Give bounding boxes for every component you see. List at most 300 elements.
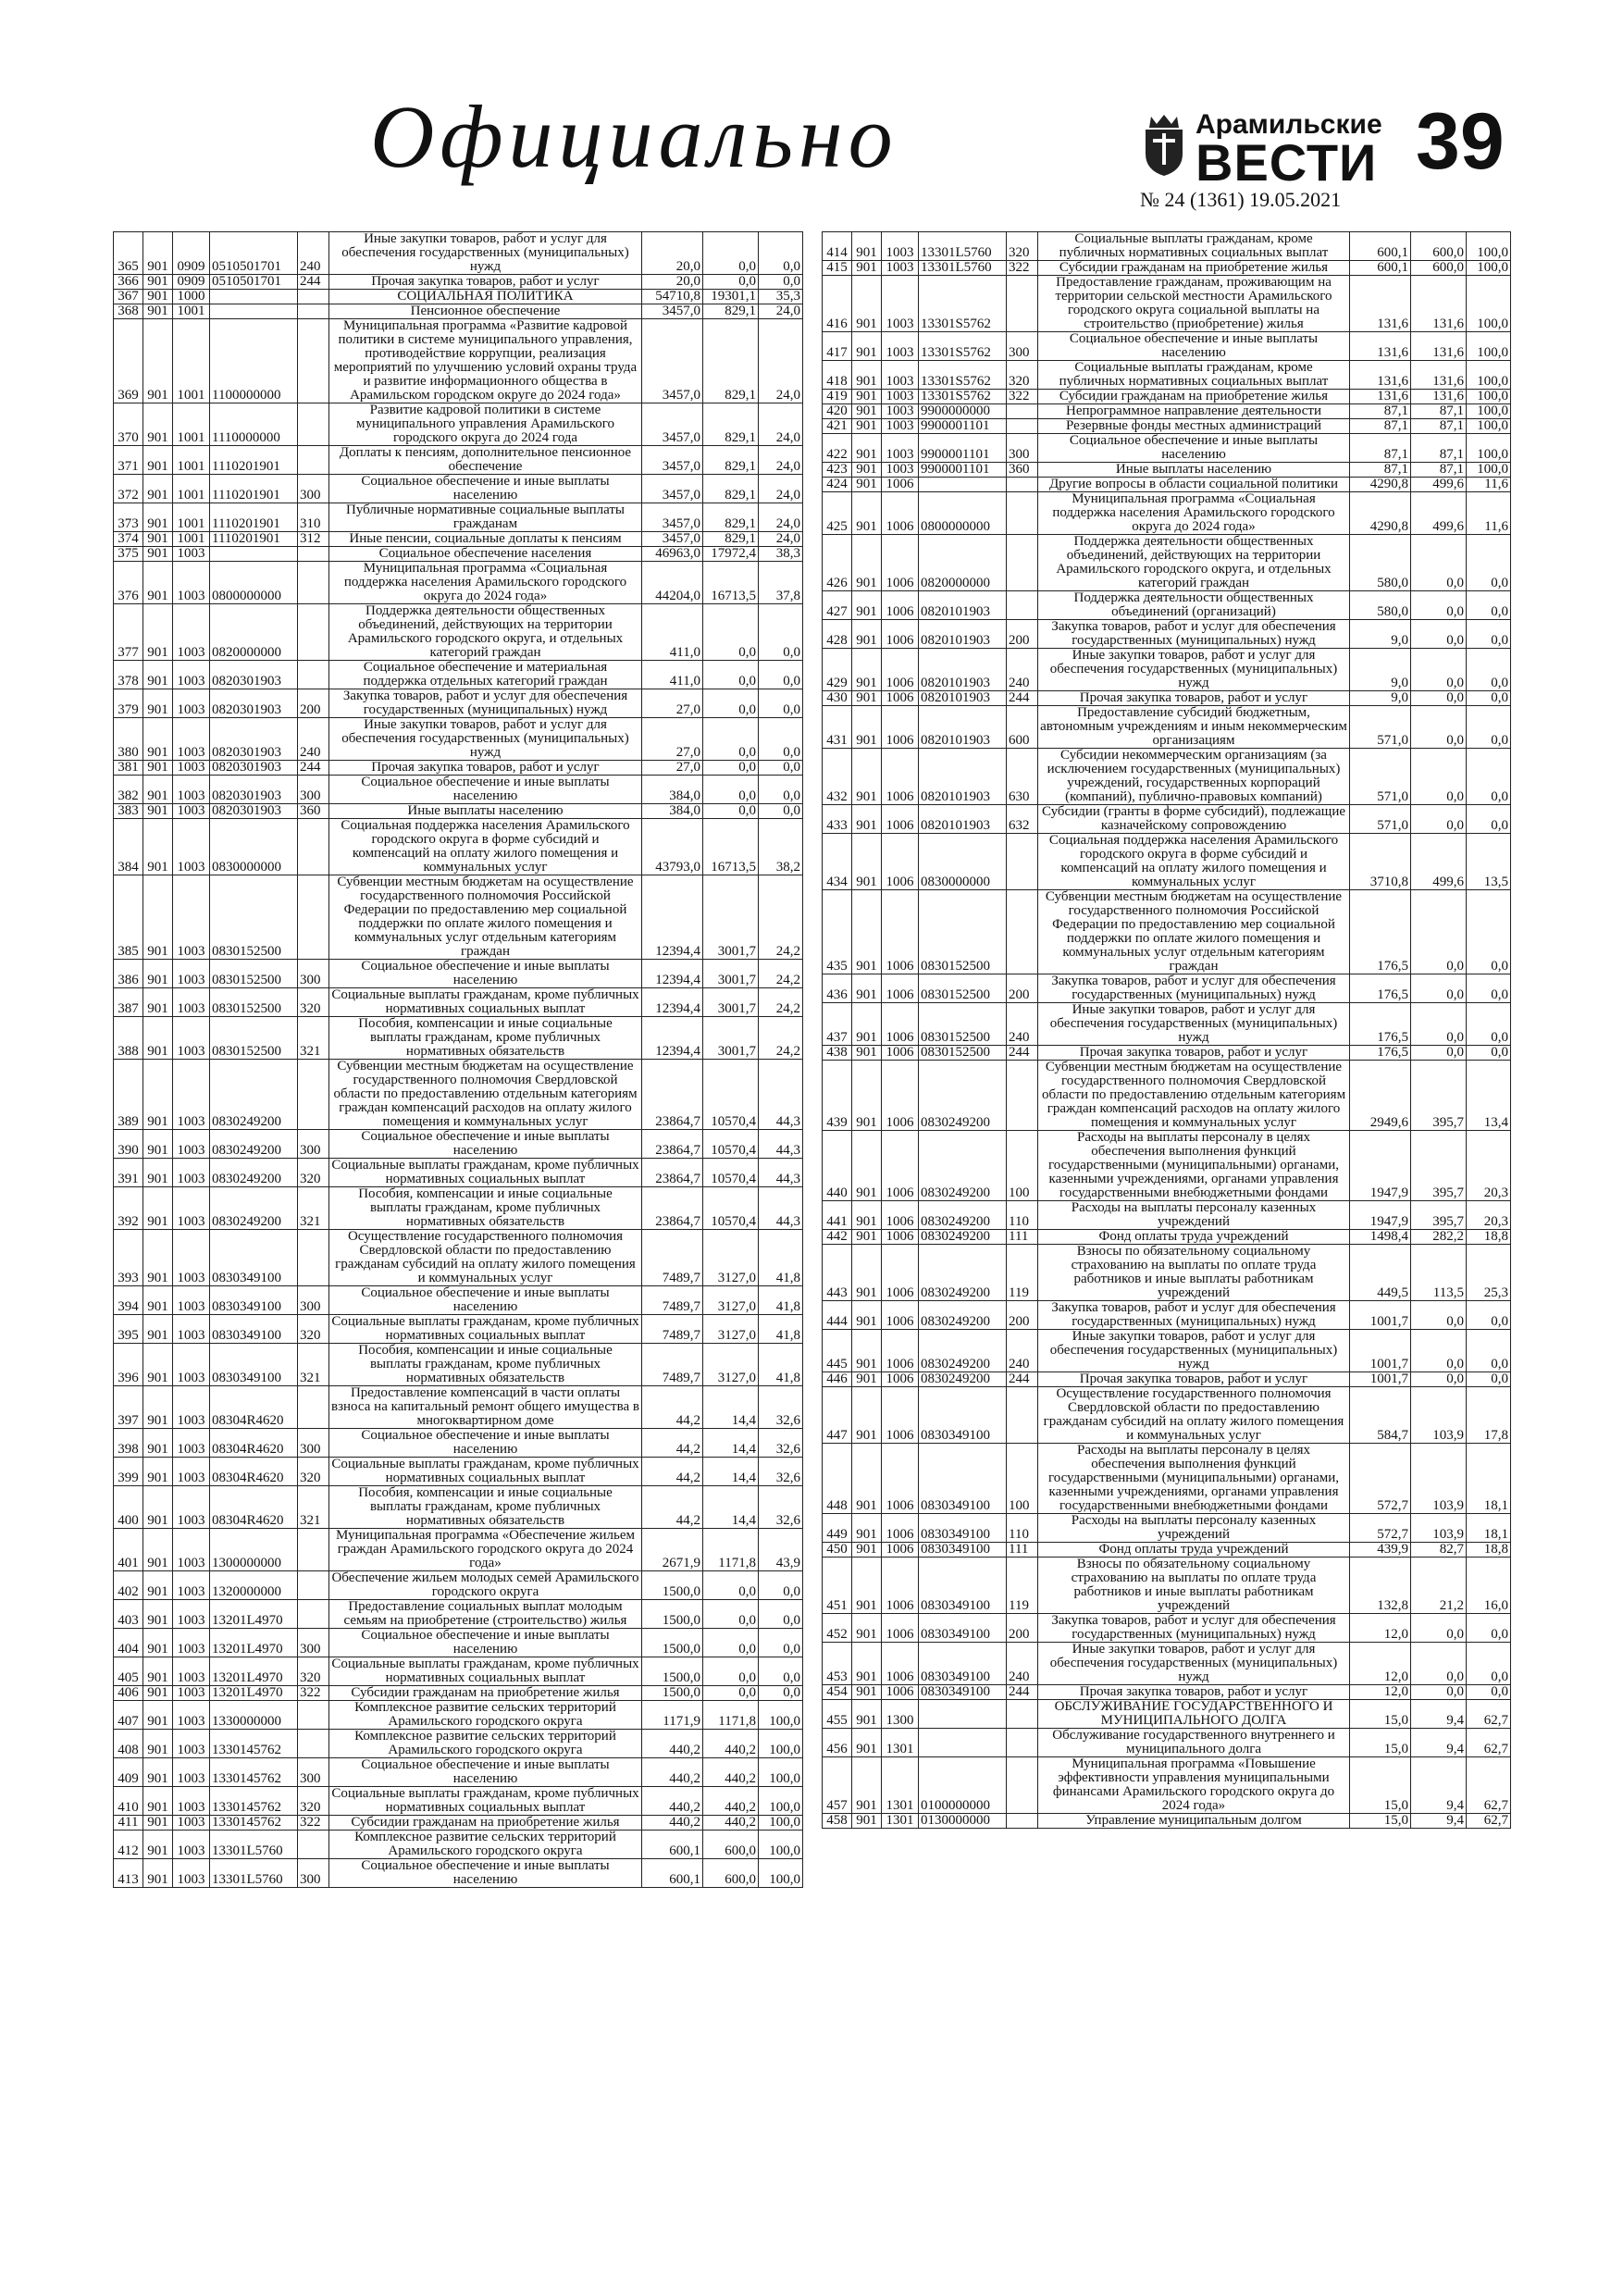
section-code: 1006 (882, 691, 919, 706)
executed-amount: 0,0 (1411, 1301, 1467, 1330)
planned-amount: 411,0 (642, 661, 703, 689)
percent-executed: 24,0 (759, 475, 803, 503)
row-number: 427 (823, 591, 852, 620)
percent-executed: 18,8 (1467, 1543, 1511, 1558)
row-number: 425 (823, 492, 852, 535)
admin-code: 901 (852, 1729, 882, 1757)
section-code: 1003 (173, 1187, 210, 1230)
executed-amount: 16713,5 (703, 562, 759, 604)
section-code: 1001 (173, 503, 210, 532)
target-code: 0830249200 (919, 1301, 1007, 1330)
table-row (114, 319, 803, 403)
expense-type: 360 (1007, 463, 1038, 478)
planned-amount: 1001,7 (1350, 1301, 1411, 1330)
target-code: 0830349100 (919, 1685, 1007, 1700)
expense-type (298, 1831, 329, 1859)
executed-amount: 600,0 (703, 1831, 759, 1859)
row-number: 446 (823, 1372, 852, 1387)
table-row (823, 478, 1511, 492)
row-number: 429 (823, 649, 852, 691)
planned-amount: 46963,0 (642, 547, 703, 562)
section-code: 1003 (173, 819, 210, 875)
percent-executed: 0,0 (1467, 1685, 1511, 1700)
admin-code: 901 (143, 562, 173, 604)
percent-executed: 0,0 (759, 718, 803, 761)
admin-code: 901 (143, 1859, 173, 1888)
admin-code: 901 (852, 974, 882, 1003)
expense-type: 320 (298, 1458, 329, 1486)
table-row (114, 304, 803, 319)
target-code: 0830152500 (919, 890, 1007, 974)
target-code (210, 290, 298, 304)
row-number: 418 (823, 361, 852, 390)
target-code: 9900001101 (919, 419, 1007, 434)
expense-type (1007, 1729, 1038, 1757)
percent-executed: 20,3 (1467, 1201, 1511, 1230)
item-name: Прочая закупка товаров, работ и услуг (1038, 691, 1350, 706)
planned-amount: 27,0 (642, 718, 703, 761)
planned-amount: 572,7 (1350, 1514, 1411, 1543)
row-number: 365 (114, 232, 143, 275)
planned-amount: 600,1 (1350, 232, 1411, 261)
expense-type: 321 (298, 1486, 329, 1529)
row-number: 449 (823, 1514, 852, 1543)
admin-code: 901 (852, 332, 882, 361)
percent-executed: 32,6 (759, 1429, 803, 1458)
executed-amount: 3127,0 (703, 1286, 759, 1315)
admin-code: 901 (143, 1230, 173, 1286)
target-code: 08304R4620 (210, 1429, 298, 1458)
section-code: 1003 (173, 1816, 210, 1831)
executed-amount: 440,2 (703, 1787, 759, 1816)
expense-type (1007, 404, 1038, 419)
target-code: 13301L5760 (210, 1859, 298, 1888)
admin-code: 901 (143, 1130, 173, 1159)
expense-type: 244 (298, 275, 329, 290)
expense-type: 320 (298, 1657, 329, 1686)
item-name: Социальное обеспечение населения (329, 547, 642, 562)
table-row (823, 390, 1511, 404)
admin-code: 901 (852, 276, 882, 332)
percent-executed: 0,0 (1467, 591, 1511, 620)
row-number: 369 (114, 319, 143, 403)
target-code: 0820301903 (210, 761, 298, 776)
expense-type: 244 (298, 761, 329, 776)
expense-type: 300 (298, 1859, 329, 1888)
planned-amount: 131,6 (1350, 332, 1411, 361)
executed-amount: 1171,8 (703, 1701, 759, 1730)
planned-amount: 44,2 (642, 1386, 703, 1429)
admin-code: 901 (143, 761, 173, 776)
target-code: 13201L4970 (210, 1686, 298, 1701)
expense-type: 320 (298, 1787, 329, 1816)
planned-amount: 572,7 (1350, 1444, 1411, 1514)
executed-amount: 829,1 (703, 503, 759, 532)
row-number: 385 (114, 875, 143, 960)
target-code: 0820301903 (210, 661, 298, 689)
section-code: 1003 (173, 804, 210, 819)
expense-type: 240 (298, 718, 329, 761)
table-row (823, 1685, 1511, 1700)
row-number: 394 (114, 1286, 143, 1315)
planned-amount: 571,0 (1350, 805, 1411, 834)
target-code: 0830249200 (210, 1060, 298, 1130)
admin-code: 901 (852, 1046, 882, 1061)
row-number: 431 (823, 706, 852, 749)
table-row (114, 290, 803, 304)
table-row (823, 1700, 1511, 1729)
planned-amount: 27,0 (642, 689, 703, 718)
table-row (114, 988, 803, 1017)
executed-amount: 440,2 (703, 1730, 759, 1758)
item-name: Прочая закупка товаров, работ и услуг (329, 761, 642, 776)
target-code: 13301L5760 (210, 1831, 298, 1859)
section-code: 1001 (173, 319, 210, 403)
expense-type (298, 1730, 329, 1758)
admin-code: 901 (852, 492, 882, 535)
item-name: Субсидии гражданам на приобретение жилья (1038, 261, 1350, 276)
executed-amount: 0,0 (703, 804, 759, 819)
section-code: 1003 (882, 434, 919, 463)
row-number: 442 (823, 1230, 852, 1245)
item-name: Обслуживание государственного внутреннего и муниципального долга (1038, 1729, 1350, 1757)
item-name: Фонд оплаты труда учреждений (1038, 1230, 1350, 1245)
section-code: 1001 (173, 532, 210, 547)
planned-amount: 131,6 (1350, 361, 1411, 390)
target-code: 0820301903 (210, 804, 298, 819)
admin-code: 901 (852, 1131, 882, 1201)
admin-code: 901 (143, 988, 173, 1017)
planned-amount: 3457,0 (642, 319, 703, 403)
target-code: 0800000000 (210, 562, 298, 604)
section-code: 1003 (173, 547, 210, 562)
section-code: 1001 (173, 446, 210, 475)
percent-executed: 41,8 (759, 1230, 803, 1286)
item-name: Обеспечение жильем молодых семей Арамильского городского округа (329, 1571, 642, 1600)
expense-type: 300 (298, 1629, 329, 1657)
admin-code: 901 (852, 620, 882, 649)
section-code: 1006 (882, 1245, 919, 1301)
admin-code: 901 (852, 1543, 882, 1558)
executed-amount: 0,0 (1411, 649, 1467, 691)
percent-executed: 13,5 (1467, 834, 1511, 890)
expense-type: 632 (1007, 805, 1038, 834)
executed-amount: 829,1 (703, 446, 759, 475)
target-code (210, 304, 298, 319)
expense-type: 240 (1007, 649, 1038, 691)
table-row (823, 749, 1511, 805)
expense-type (1007, 834, 1038, 890)
left-column (113, 231, 802, 1888)
expense-type: 322 (1007, 261, 1038, 276)
percent-executed: 0,0 (759, 275, 803, 290)
target-code: 08304R4620 (210, 1458, 298, 1486)
item-name: Взносы по обязательному социальному страхованию на выплаты по оплате труда работников и иные выплаты работникам учреждений (1038, 1245, 1350, 1301)
row-number: 423 (823, 463, 852, 478)
admin-code: 901 (143, 1187, 173, 1230)
executed-amount: 395,7 (1411, 1061, 1467, 1131)
planned-amount: 3457,0 (642, 403, 703, 446)
admin-code: 901 (143, 1657, 173, 1686)
item-name: Расходы на выплаты персоналу в целях обеспечения выполнения функций государственными (муниципальными) органами, казенными учреждениями, органами управления государственными внебюджетными фондами (1038, 1131, 1350, 1201)
admin-code: 901 (143, 604, 173, 661)
percent-executed: 18,1 (1467, 1444, 1511, 1514)
section-code: 1003 (882, 390, 919, 404)
table-row (114, 875, 803, 960)
table-row (114, 689, 803, 718)
target-code: 0830349100 (919, 1514, 1007, 1543)
section-code: 1003 (173, 1571, 210, 1600)
section-code: 1006 (882, 1543, 919, 1558)
item-name: Поддержка деятельности общественных объединений (организаций) (1038, 591, 1350, 620)
planned-amount: 4290,8 (1350, 478, 1411, 492)
percent-executed: 24,2 (759, 1017, 803, 1060)
expense-type: 320 (298, 988, 329, 1017)
planned-amount: 54710,8 (642, 290, 703, 304)
item-name: Управление муниципальным долгом (1038, 1814, 1350, 1829)
section-code: 1003 (173, 562, 210, 604)
planned-amount: 571,0 (1350, 749, 1411, 805)
target-code: 0510501701 (210, 275, 298, 290)
expense-type (1007, 1061, 1038, 1131)
admin-code: 901 (143, 1686, 173, 1701)
planned-amount: 1498,4 (1350, 1230, 1411, 1245)
section-code: 1003 (173, 1529, 210, 1571)
table-row (114, 1571, 803, 1600)
table-row (823, 1046, 1511, 1061)
admin-code: 901 (143, 1571, 173, 1600)
executed-amount: 19301,1 (703, 290, 759, 304)
section-code: 1301 (882, 1729, 919, 1757)
admin-code: 901 (852, 1700, 882, 1729)
planned-amount: 3710,8 (1350, 834, 1411, 890)
percent-executed: 0,0 (759, 1686, 803, 1701)
item-name: Поддержка деятельности общественных объединений, действующих на территории Арамильского городского округа, и отдельных категорий граждан (329, 604, 642, 661)
executed-amount: 103,9 (1411, 1514, 1467, 1543)
item-name: Социальные выплаты гражданам, кроме публичных нормативных социальных выплат (329, 988, 642, 1017)
table-row (823, 1444, 1511, 1514)
section-code: 1003 (882, 261, 919, 276)
admin-code: 901 (143, 661, 173, 689)
section-code: 1003 (173, 1060, 210, 1130)
item-name: Субсидии гражданам на приобретение жилья (1038, 390, 1350, 404)
row-number: 436 (823, 974, 852, 1003)
executed-amount: 395,7 (1411, 1131, 1467, 1201)
expense-type (298, 290, 329, 304)
section-code: 1006 (882, 1444, 919, 1514)
section-code: 1003 (173, 1686, 210, 1701)
target-code: 13201L4970 (210, 1600, 298, 1629)
section-code: 1003 (173, 1230, 210, 1286)
target-code: 1330145762 (210, 1787, 298, 1816)
table-row (114, 1686, 803, 1701)
item-name: Социальное обеспечение и иные выплаты населению (329, 1758, 642, 1787)
section-code: 1003 (173, 1315, 210, 1344)
executed-amount: 87,1 (1411, 419, 1467, 434)
table-row (823, 332, 1511, 361)
row-number: 384 (114, 819, 143, 875)
percent-executed: 18,1 (1467, 1514, 1511, 1543)
expense-type: 200 (1007, 620, 1038, 649)
target-code: 9900000000 (919, 404, 1007, 419)
row-number: 398 (114, 1429, 143, 1458)
percent-executed: 18,8 (1467, 1230, 1511, 1245)
planned-amount: 7489,7 (642, 1344, 703, 1386)
target-code: 0820101903 (919, 591, 1007, 620)
expense-type (1007, 1387, 1038, 1444)
section-code: 1003 (173, 1758, 210, 1787)
table-row (823, 1814, 1511, 1829)
admin-code: 901 (143, 718, 173, 761)
target-code: 0830152500 (919, 1003, 1007, 1046)
executed-amount: 3127,0 (703, 1344, 759, 1386)
admin-code: 901 (143, 319, 173, 403)
item-name: Комплексное развитие сельских территорий Арамильского городского округа (329, 1701, 642, 1730)
item-name: Закупка товаров, работ и услуг для обеспечения государственных (муниципальных) нужд (1038, 974, 1350, 1003)
target-code: 08304R4620 (210, 1486, 298, 1529)
planned-amount: 87,1 (1350, 463, 1411, 478)
table-row (114, 1629, 803, 1657)
percent-executed: 100,0 (1467, 419, 1511, 434)
row-number: 424 (823, 478, 852, 492)
executed-amount: 9,4 (1411, 1814, 1467, 1829)
admin-code: 901 (143, 1486, 173, 1529)
planned-amount: 3457,0 (642, 532, 703, 547)
admin-code: 901 (852, 463, 882, 478)
row-number: 376 (114, 562, 143, 604)
table-row (823, 1003, 1511, 1046)
planned-amount: 1500,0 (642, 1657, 703, 1686)
admin-code: 901 (143, 1017, 173, 1060)
target-code: 13301L5760 (919, 232, 1007, 261)
percent-executed: 24,0 (759, 403, 803, 446)
expense-type: 300 (1007, 332, 1038, 361)
admin-code: 901 (143, 403, 173, 446)
item-name: Предоставление компенсаций в части оплаты взноса на капитальный ремонт общего имущества в многоквартирном доме (329, 1386, 642, 1429)
percent-executed: 100,0 (759, 1730, 803, 1758)
executed-amount: 0,0 (1411, 706, 1467, 749)
table-row (823, 649, 1511, 691)
admin-code: 901 (143, 1159, 173, 1187)
executed-amount: 0,0 (1411, 591, 1467, 620)
executed-amount: 131,6 (1411, 332, 1467, 361)
expense-type (298, 661, 329, 689)
section-code: 0909 (173, 275, 210, 290)
percent-executed: 0,0 (1467, 649, 1511, 691)
admin-code: 901 (143, 290, 173, 304)
section-code: 1301 (882, 1757, 919, 1814)
percent-executed: 0,0 (759, 689, 803, 718)
table-row (114, 1458, 803, 1486)
item-name: Социальные выплаты гражданам, кроме публичных нормативных социальных выплат (329, 1787, 642, 1816)
target-code: 0830152500 (210, 1017, 298, 1060)
planned-amount: 20,0 (642, 275, 703, 290)
table-row (114, 1831, 803, 1859)
target-code: 0830249200 (919, 1201, 1007, 1230)
section-code: 1006 (882, 1230, 919, 1245)
item-name: Субсидии гражданам на приобретение жилья (329, 1686, 642, 1701)
section-code: 1003 (882, 232, 919, 261)
target-code: 0830000000 (210, 819, 298, 875)
executed-amount: 3127,0 (703, 1230, 759, 1286)
target-code: 0820101903 (919, 649, 1007, 691)
table-row (114, 1529, 803, 1571)
expense-type: 200 (1007, 1301, 1038, 1330)
item-name: Социальные выплаты гражданам, кроме публичных нормативных социальных выплат (329, 1458, 642, 1486)
target-code: 0830249200 (919, 1131, 1007, 1201)
target-code: 0820301903 (210, 776, 298, 804)
row-number: 392 (114, 1187, 143, 1230)
executed-amount: 3001,7 (703, 960, 759, 988)
budget-table-right (822, 231, 1511, 1829)
percent-executed: 25,3 (1467, 1245, 1511, 1301)
percent-executed: 44,3 (759, 1187, 803, 1230)
row-number: 444 (823, 1301, 852, 1330)
row-number: 438 (823, 1046, 852, 1061)
row-number: 388 (114, 1017, 143, 1060)
section-code: 1006 (882, 478, 919, 492)
target-code: 1320000000 (210, 1571, 298, 1600)
item-name: Предоставление социальных выплат молодым семьям на приобретение (строительство) жилья (329, 1600, 642, 1629)
expense-type (298, 446, 329, 475)
item-name: Социальное обеспечение и иные выплаты населению (329, 1859, 642, 1888)
item-name: Непрограммное направление деятельности (1038, 404, 1350, 419)
item-name: Субсидии гражданам на приобретение жилья (329, 1816, 642, 1831)
admin-code: 901 (852, 1558, 882, 1614)
admin-code: 901 (143, 960, 173, 988)
executed-amount: 499,6 (1411, 492, 1467, 535)
section-code: 1006 (882, 1558, 919, 1614)
row-number: 433 (823, 805, 852, 834)
row-number: 416 (823, 276, 852, 332)
expense-type: 111 (1007, 1543, 1038, 1558)
executed-amount: 113,5 (1411, 1245, 1467, 1301)
planned-amount: 44204,0 (642, 562, 703, 604)
section-code: 1003 (173, 875, 210, 960)
target-code: 13301L5760 (919, 261, 1007, 276)
executed-amount: 829,1 (703, 475, 759, 503)
expense-type: 244 (1007, 1372, 1038, 1387)
admin-code: 901 (143, 1344, 173, 1386)
executed-amount: 9,4 (1411, 1700, 1467, 1729)
percent-executed: 0,0 (1467, 805, 1511, 834)
section-code: 1003 (173, 1787, 210, 1816)
executed-amount: 600,0 (703, 1859, 759, 1888)
section-code: 1006 (882, 1046, 919, 1061)
planned-amount: 440,2 (642, 1816, 703, 1831)
executed-amount: 16713,5 (703, 819, 759, 875)
section-code: 1000 (173, 290, 210, 304)
executed-amount: 0,0 (1411, 620, 1467, 649)
row-number: 443 (823, 1245, 852, 1301)
section-code: 1003 (173, 604, 210, 661)
table-row (823, 1514, 1511, 1543)
row-number: 401 (114, 1529, 143, 1571)
planned-amount: 600,1 (1350, 261, 1411, 276)
planned-amount: 580,0 (1350, 535, 1411, 591)
item-name: Муниципальная программа «Развитие кадровой политики в системе муниципального управления, противодействие коррупции, реализация мероприятий по улучшению условий охраны труда и развитие информационного общества в Арамильском городском округе до 2024 года» (329, 319, 642, 403)
executed-amount: 21,2 (1411, 1558, 1467, 1614)
budget-table-left (113, 231, 803, 1888)
section-code: 1003 (173, 1344, 210, 1386)
item-name: Публичные нормативные социальные выплаты гражданам (329, 503, 642, 532)
admin-code: 901 (143, 1730, 173, 1758)
planned-amount: 20,0 (642, 232, 703, 275)
item-name: ОБСЛУЖИВАНИЕ ГОСУДАРСТВЕННОГО И МУНИЦИПАЛЬНОГО ДОЛГА (1038, 1700, 1350, 1729)
item-name: Иные выплаты населению (329, 804, 642, 819)
percent-executed: 100,0 (1467, 361, 1511, 390)
item-name: Субсидии (гранты в форме субсидий), подлежащие казначейскому сопровождению (1038, 805, 1350, 834)
